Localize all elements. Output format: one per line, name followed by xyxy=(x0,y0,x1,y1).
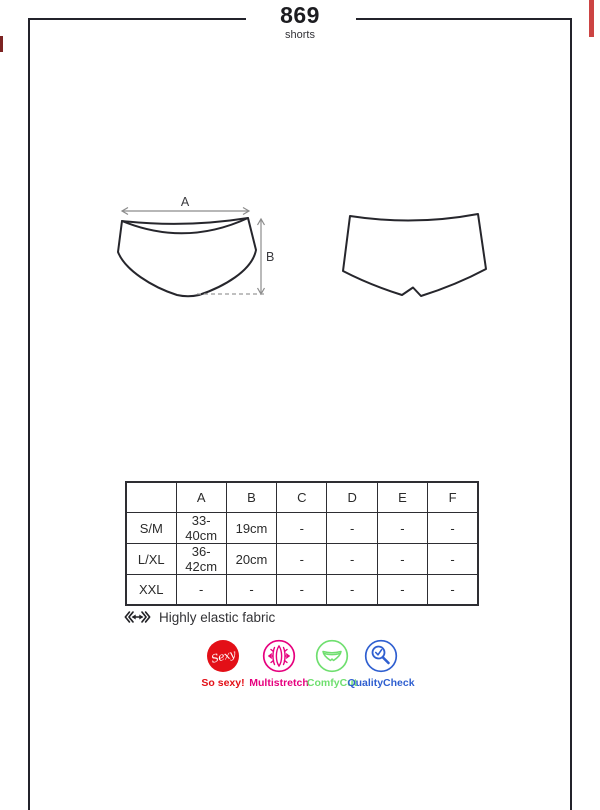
multistretch-icon xyxy=(262,639,296,673)
product-number: 869 xyxy=(280,2,320,28)
cell-value: 20cm xyxy=(226,544,276,575)
cell-value: 36-42cm xyxy=(176,544,226,575)
size-label: XXL xyxy=(126,575,176,606)
badge-qualitycheck xyxy=(347,639,415,689)
column-header-e: E xyxy=(377,482,427,513)
badge-label: QualityCheck xyxy=(347,677,415,689)
cell-value: 33-40cm xyxy=(176,513,226,544)
table-row xyxy=(126,575,478,606)
size-table xyxy=(125,481,479,606)
dimension-b-arrow xyxy=(258,219,265,294)
cell-value: - xyxy=(377,544,427,575)
product-type: shorts xyxy=(285,29,315,41)
header xyxy=(240,2,360,41)
cell-value: 19cm xyxy=(226,513,276,544)
dimension-b-label: B xyxy=(266,250,275,264)
front-view-drawing xyxy=(118,218,256,296)
cell-value: - xyxy=(428,544,478,575)
cell-value: - xyxy=(277,544,327,575)
size-label: L/XL xyxy=(126,544,176,575)
so-sexy-icon-text: Sexy xyxy=(209,646,237,666)
fabric-note xyxy=(124,607,275,627)
cell-value: - xyxy=(226,575,276,606)
cell-value: - xyxy=(277,575,327,606)
cell-value: - xyxy=(428,575,478,606)
fabric-note-label: Highly elastic fabric xyxy=(159,609,276,625)
table-row xyxy=(126,544,478,575)
cell-value: - xyxy=(176,575,226,606)
column-header-a: A xyxy=(176,482,226,513)
elastic-arrow-icon xyxy=(124,610,151,624)
cell-value: - xyxy=(327,544,377,575)
cell-value: - xyxy=(377,575,427,606)
size-table-header-row xyxy=(126,482,478,513)
badge-label: Multistretch xyxy=(249,677,309,689)
badge-so-sexy xyxy=(201,639,245,689)
column-header-f: F xyxy=(428,482,478,513)
badge-comfycut xyxy=(306,639,358,689)
back-view-drawing xyxy=(343,214,486,296)
qualitycheck-icon xyxy=(364,639,398,673)
column-header-b: B xyxy=(226,482,276,513)
comfycut-icon xyxy=(315,639,349,673)
size-table-corner-cell xyxy=(126,482,176,513)
cell-value: - xyxy=(428,513,478,544)
dimension-a-label: A xyxy=(180,195,190,209)
table-row xyxy=(126,513,478,544)
cell-value: - xyxy=(277,513,327,544)
column-header-c: C xyxy=(277,482,327,513)
cell-value: - xyxy=(327,513,377,544)
column-header-d: D xyxy=(327,482,377,513)
so-sexy-badge-icon xyxy=(207,640,239,672)
badge-label: ComfyCut xyxy=(306,677,358,689)
size-label: S/M xyxy=(126,513,176,544)
badge-label: So sexy! xyxy=(201,677,245,689)
badge-multistretch xyxy=(249,639,309,689)
cell-value: - xyxy=(327,575,377,606)
cell-value: - xyxy=(377,513,427,544)
